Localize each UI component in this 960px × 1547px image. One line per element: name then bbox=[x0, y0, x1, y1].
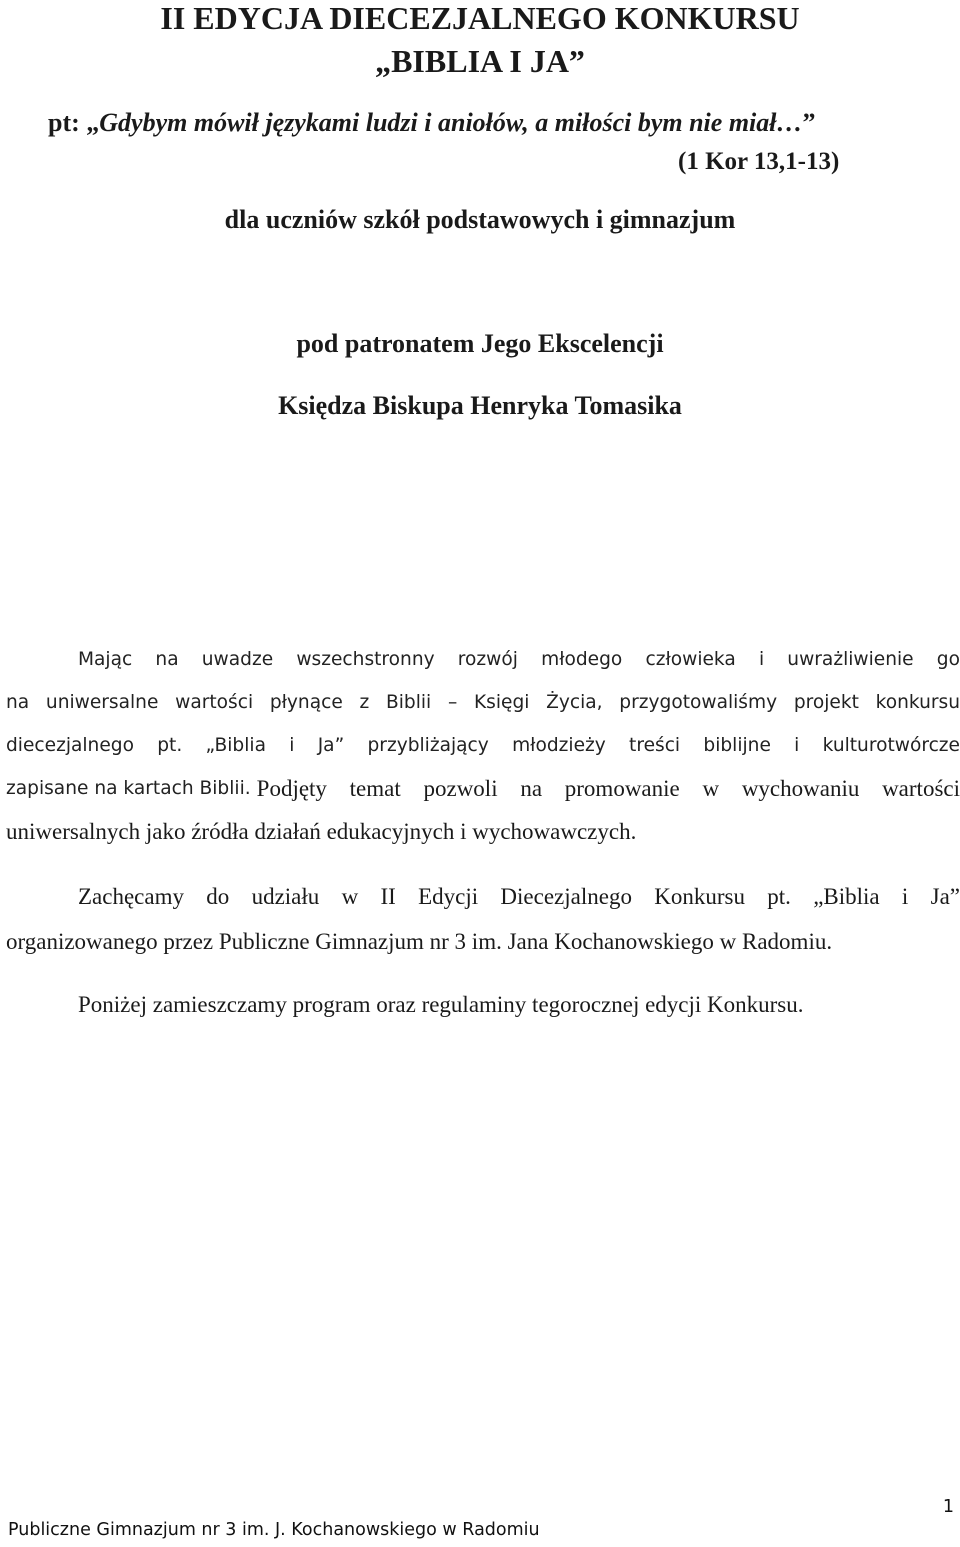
document-title-line-1: II EDYCJA DIECEZJALNEGO KONKURSU bbox=[160, 0, 800, 36]
patronage-line-2: Księdza Biskupa Henryka Tomasika bbox=[278, 391, 682, 420]
page-number: 1 bbox=[942, 1497, 954, 1517]
paragraph-line: Zachęcamy do udziału w II Edycji Diecezjalnego Konkursu pt. „Biblia i Ja” bbox=[78, 884, 960, 909]
paragraph-line-mixed bbox=[6, 775, 960, 803]
motto-prefix: pt: „ bbox=[48, 108, 100, 137]
target-audience: dla uczniów szkół podstawowych i gimnazjum bbox=[224, 205, 736, 234]
page-footer: Publiczne Gimnazjum nr 3 im. J. Kochanowskiego w Radomiu bbox=[8, 1520, 540, 1540]
paragraph-line-part: zapisane na kartach Biblii. bbox=[6, 778, 251, 799]
bible-reference: (1 Kor 13,1-13) bbox=[678, 148, 840, 175]
paragraph-line: Poniżej zamieszczamy program oraz regulaminy tegorocznej edycji Konkursu. bbox=[78, 992, 804, 1017]
motto-quote: Gdybym mówił językami ludzi i aniołów, a miłości bym nie miał… bbox=[99, 108, 803, 137]
paragraph-line: diecezjalnego pt. „Biblia i Ja” przybliżający młodzieży treści biblijne i kulturotwórcze bbox=[6, 735, 960, 756]
paragraph-line: organizowanego przez Publiczne Gimnazjum nr 3 im. Jana Kochanowskiego w Radomiu. bbox=[6, 929, 833, 954]
document-title-line-2: „BIBLIA I JA” bbox=[375, 43, 585, 79]
paragraph-line: Mając na uwadze wszechstronny rozwój młodego człowieka i uwrażliwienie go bbox=[78, 649, 960, 670]
motto-suffix: ” bbox=[802, 108, 816, 137]
patronage-line-1: pod patronatem Jego Ekscelencji bbox=[296, 329, 664, 358]
competition-motto bbox=[48, 107, 816, 139]
paragraph-line: na uniwersalne wartości płynące z Biblii – Księgi Życia, przygotowaliśmy projekt konkursu bbox=[6, 692, 960, 713]
paragraph-line: uniwersalnych jako źródła działań edukacyjnych i wychowawczych. bbox=[6, 819, 637, 844]
paragraph-line-part: Podjęty temat pozwoli na promowanie w wychowaniu wartości bbox=[256, 776, 960, 801]
